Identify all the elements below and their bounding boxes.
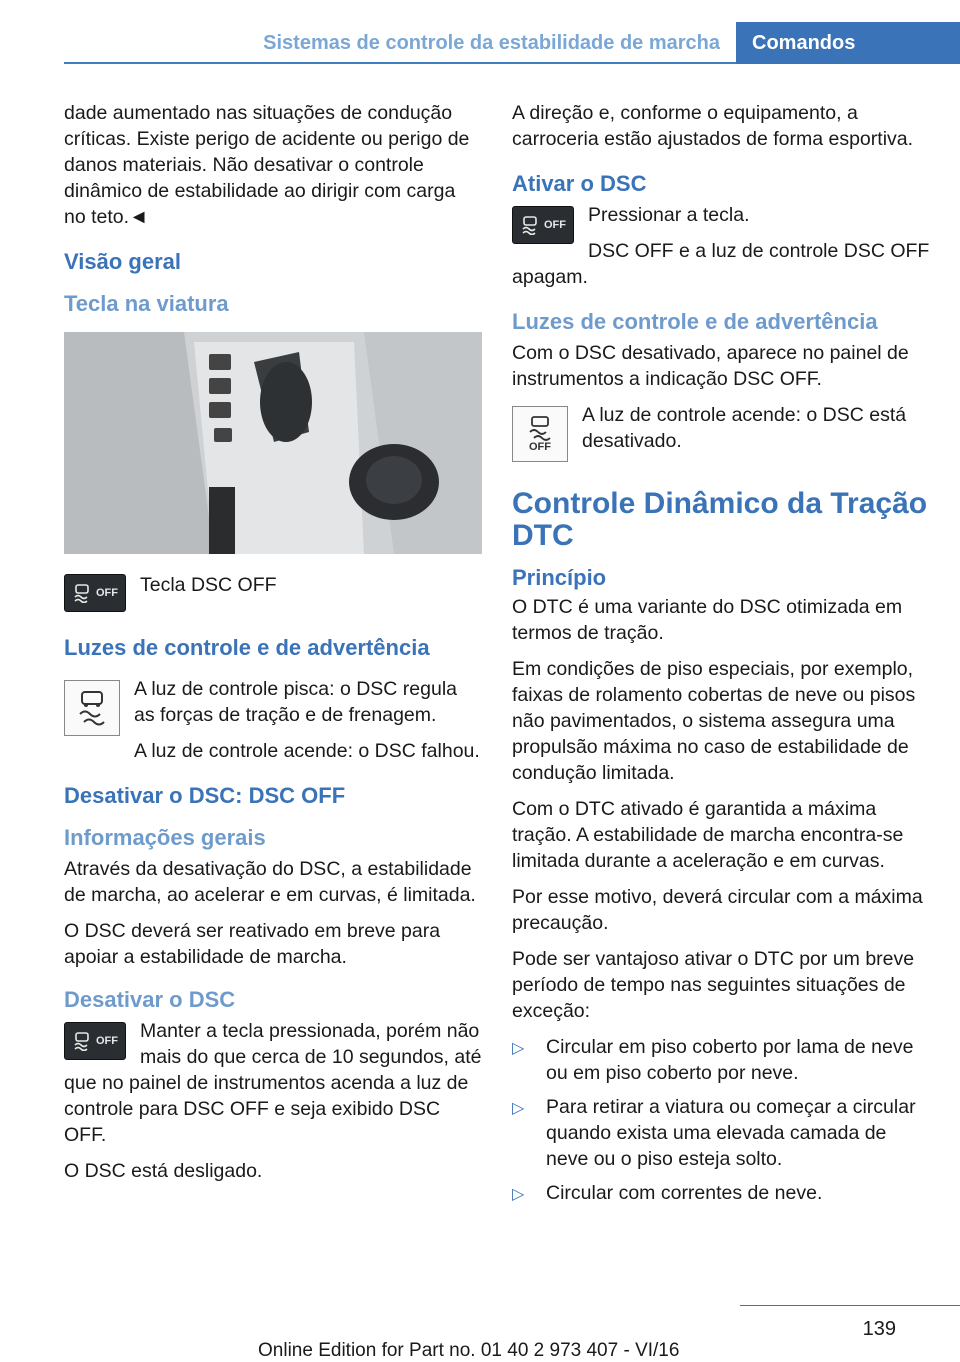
list-item: ▷ Para retirar a viatura ou começar a circular quando exista uma elevada camada de neve ou o piso esteja solto. <box>512 1096 916 1170</box>
off-label: OFF <box>544 219 566 231</box>
right-lights-paragraph-1: Com o DSC desativado, aparece no painel de instrumentos a indicação DSC OFF. <box>512 342 909 390</box>
deactivate-paragraph-2: O DSC está desligado. <box>64 1160 263 1182</box>
deactivate-paragraph-1: Manter a tecla pressionada, porém não mais do que cerca de 10 segundos, até que no painel de instrumentos acenda a luz de controle para DSC OFF e seja exibido DSC OFF. <box>64 1020 482 1146</box>
heading-principle: Princípio <box>512 565 607 590</box>
dsc-off-key-icon <box>64 574 126 612</box>
dsc-warning-light-icon <box>64 680 120 736</box>
heading-dtc: Controle Dinâmico da Tração DTC <box>512 487 928 552</box>
dtc-paragraph-1: O DTC é uma variante do DSC otimizada em termos de tração. <box>512 596 903 644</box>
heading-right-lights: Luzes de controle e de advertência <box>512 309 878 334</box>
off-label: OFF <box>96 1035 118 1047</box>
triangle-bullet-icon: ▷ <box>512 1100 525 1117</box>
car-skid-icon <box>72 688 112 728</box>
header-chapter-tab: Comandos <box>736 22 960 64</box>
off-label: OFF <box>529 441 551 453</box>
dtc-paragraph-2: Em condições de piso especiais, por exemplo, faixas de rolamento cobertas de neve ou pisos não pavimentados, o sistema assegura uma propulsão máxima no caso de estabilidade de condução limitada. <box>512 658 916 784</box>
activate-paragraph-2: DSC OFF e a luz de controle DSC OFF apagam. <box>512 240 930 288</box>
right-lights-paragraph-2: A luz de controle acende: o DSC está desativado. <box>582 404 907 452</box>
heading-lights: Luzes de controle e de advertência <box>64 635 430 660</box>
left-column <box>64 100 482 1194</box>
dsc-off-key-icon-3 <box>512 206 574 244</box>
dsc-off-key-icon-2 <box>64 1022 126 1060</box>
dtc-paragraph-3: Com o DTC ativado é garantida a máxima tração. A estabilidade de marcha encontra-se limitada durante a aceleração e em curvas. <box>512 798 904 872</box>
intro-paragraph: dade aumentado nas situações de condução críticas. Existe perigo de acidente ou perigo de danos materiais. Não desativar o controle dinâmico de estabilidade ao dirigir com carga no teto.◄ <box>64 102 470 228</box>
dtc-paragraph-5: Pode ser vantajoso ativar o DTC por um breve período de tempo nas seguintes situações de exceção: <box>512 948 915 1022</box>
edition-text: Online Edition for Part no. 01 40 2 973 407 - VI/16 <box>258 1340 680 1361</box>
dtc-paragraph-4: Por esse motivo, deverá circular com a máxima precaução. <box>512 886 923 934</box>
car-skid-icon <box>72 583 92 603</box>
right-intro-paragraph: A direção e, conforme o equipamento, a carroceria estão ajustados de forma esportiva. <box>512 102 914 150</box>
activate-row <box>512 202 930 290</box>
lights-paragraph-2: A luz de controle acende: o DSC falhou. <box>134 740 480 762</box>
dsc-off-light-icon <box>512 406 568 462</box>
header-section-title: Sistemas de controle da estabilidade de marcha <box>263 32 720 54</box>
key-caption-row <box>64 570 482 614</box>
list-item: ▷ Circular em piso coberto por lama de neve ou em piso coberto por neve. <box>512 1036 914 1084</box>
heading-deactivate: Desativar o DSC: DSC OFF <box>64 783 346 808</box>
page-number: 139 <box>862 1318 896 1340</box>
car-skid-icon <box>520 415 560 441</box>
triangle-bullet-icon: ▷ <box>512 1040 525 1057</box>
lights-row <box>64 676 482 764</box>
list-item: ▷ Circular com correntes de neve. <box>512 1180 930 1206</box>
lights-paragraph-1: A luz de controle pisca: o DSC regula as forças de tração e de frenagem. <box>134 678 458 726</box>
console-photo-drawing <box>64 332 482 554</box>
car-skid-icon <box>72 1031 92 1051</box>
exception-list <box>512 1034 930 1206</box>
heading-key: Tecla na viatura <box>64 291 229 316</box>
heading-activate: Ativar o DSC <box>512 171 647 196</box>
activate-paragraph-1: Pressionar a tecla. <box>588 204 750 226</box>
page-header <box>64 0 960 64</box>
deactivate-row <box>64 1018 482 1184</box>
triangle-bullet-icon: ▷ <box>512 1186 525 1203</box>
console-photo <box>64 332 482 554</box>
key-caption: Tecla DSC OFF <box>140 574 277 596</box>
right-column <box>512 100 930 1214</box>
heading-deactivate-dsc: Desativar o DSC <box>64 987 236 1012</box>
general-paragraph-2: O DSC deverá ser reativado em breve para apoiar a estabilidade de marcha. <box>64 920 441 968</box>
heading-overview: Visão geral <box>64 249 181 274</box>
right-lights-row <box>512 402 930 454</box>
car-skid-icon <box>520 215 540 235</box>
off-label: OFF <box>96 587 118 599</box>
heading-general-info: Informações gerais <box>64 825 266 850</box>
footer-rule <box>740 1305 960 1306</box>
general-paragraph-1: Através da desativação do DSC, a estabilidade de marcha, ao acelerar e em curvas, é limitada. <box>64 858 476 906</box>
